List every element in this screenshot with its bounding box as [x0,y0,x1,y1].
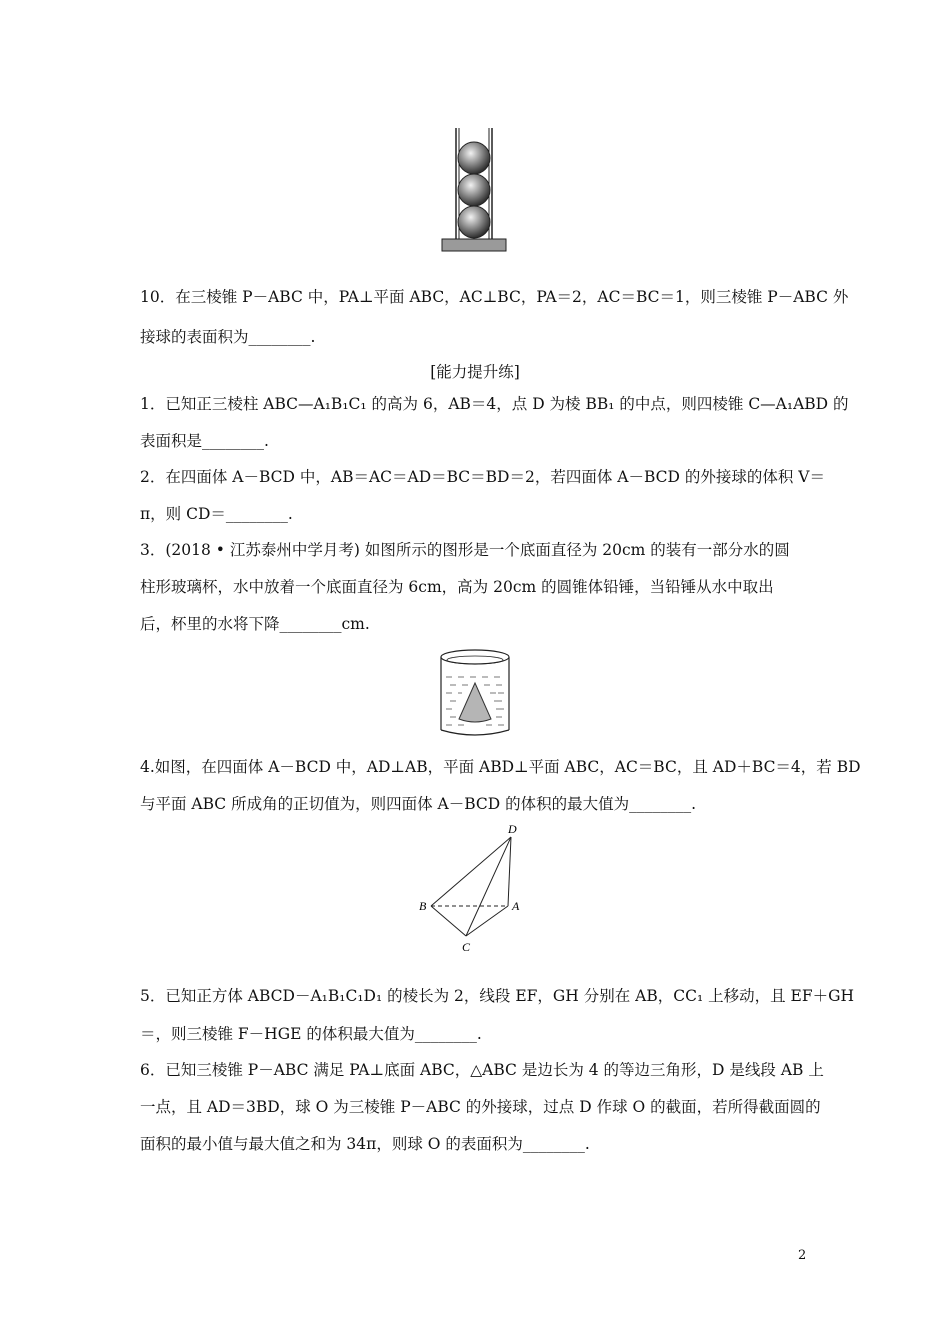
tetrahedron-figure [0,820,950,960]
question-1-line-2: 表面积是________. [140,432,269,450]
question-3-line-2: 柱形玻璃杯，水中放着一个底面直径为 6cm，高为 20cm 的圆锥体铅锤，当铅锤从水中取出 [140,578,774,596]
vertex-label-C: C [462,940,471,954]
cylinder-cup-cone-figure [0,645,950,745]
page-number: 2 [798,1248,807,1263]
vertex-label-D: D [508,822,517,836]
question-6-line-2: 一点，且 AD＝3BD，球 O 为三棱锥 P－ABC 的外接球，过点 D 作球 O 的截面，若所得截面圆的 [140,1098,821,1116]
question-4-line-2: 与平面 ABC 所成角的正切值为，则四面体 A－BCD 的体积的最大值为________. [140,795,697,813]
ball-bottom [458,206,490,238]
question-4-line-1: 4.如图，在四面体 A－BCD 中，AD⊥AB，平面 ABD⊥平面 ABC，AC＝BC，且 AD＋BC＝4，若 BD [140,758,861,776]
question-3-line-3: 后，杯里的水将下降________cm. [140,615,370,633]
question-6-line-3: 面积的最小值与最大值之和为 34π，则球 O 的表面积为________. [140,1135,590,1153]
problem-10-line-1: 10．在三棱锥 P－ABC 中，PA⊥平面 ABC，AC⊥BC，PA＝2，AC＝BC＝1，则三棱锥 P－ABC 外 [140,288,849,306]
vertex-label-B: B [419,899,427,913]
vertex-label-A: A [512,899,520,913]
tube-base [442,239,506,251]
question-2-line-2: π，则 CD＝________. [140,505,293,523]
question-5-line-1: 5．已知正方体 ABCD－A₁B₁C₁D₁ 的棱长为 2，线段 EF，GH 分别在 AB，CC₁ 上移动，且 EF＋GH [140,987,854,1005]
question-5-line-2: ＝，则三棱锥 F－HGE 的体积最大值为________. [140,1025,482,1043]
question-2-line-1: 2．在四面体 A－BCD 中，AB＝AC＝AD＝BC＝BD＝2，若四面体 A－BCD 的外接球的体积 V＝ [140,468,825,486]
question-1-line-1: 1．已知正三棱柱 ABC—A₁B₁C₁ 的高为 6，AB＝4，点 D 为棱 BB₁ 的中点，则四棱锥 C—A₁ABD 的 [140,395,849,413]
problem-10-line-2: 接球的表面积为________. [140,328,316,346]
balls-in-tube-figure [0,0,950,260]
question-6-line-1: 6．已知三棱锥 P－ABC 满足 PA⊥底面 ABC，△ABC 是边长为 4 的等边三角形，D 是线段 AB 上 [140,1061,824,1079]
section-title: [能力提升练] [430,363,520,381]
ball-middle [458,174,490,206]
ball-top [458,142,490,174]
question-3-line-1: 3．(2018 • 江苏泰州中学月考) 如图所示的图形是一个底面直径为 20cm 的装有一部分水的圆 [140,541,790,559]
